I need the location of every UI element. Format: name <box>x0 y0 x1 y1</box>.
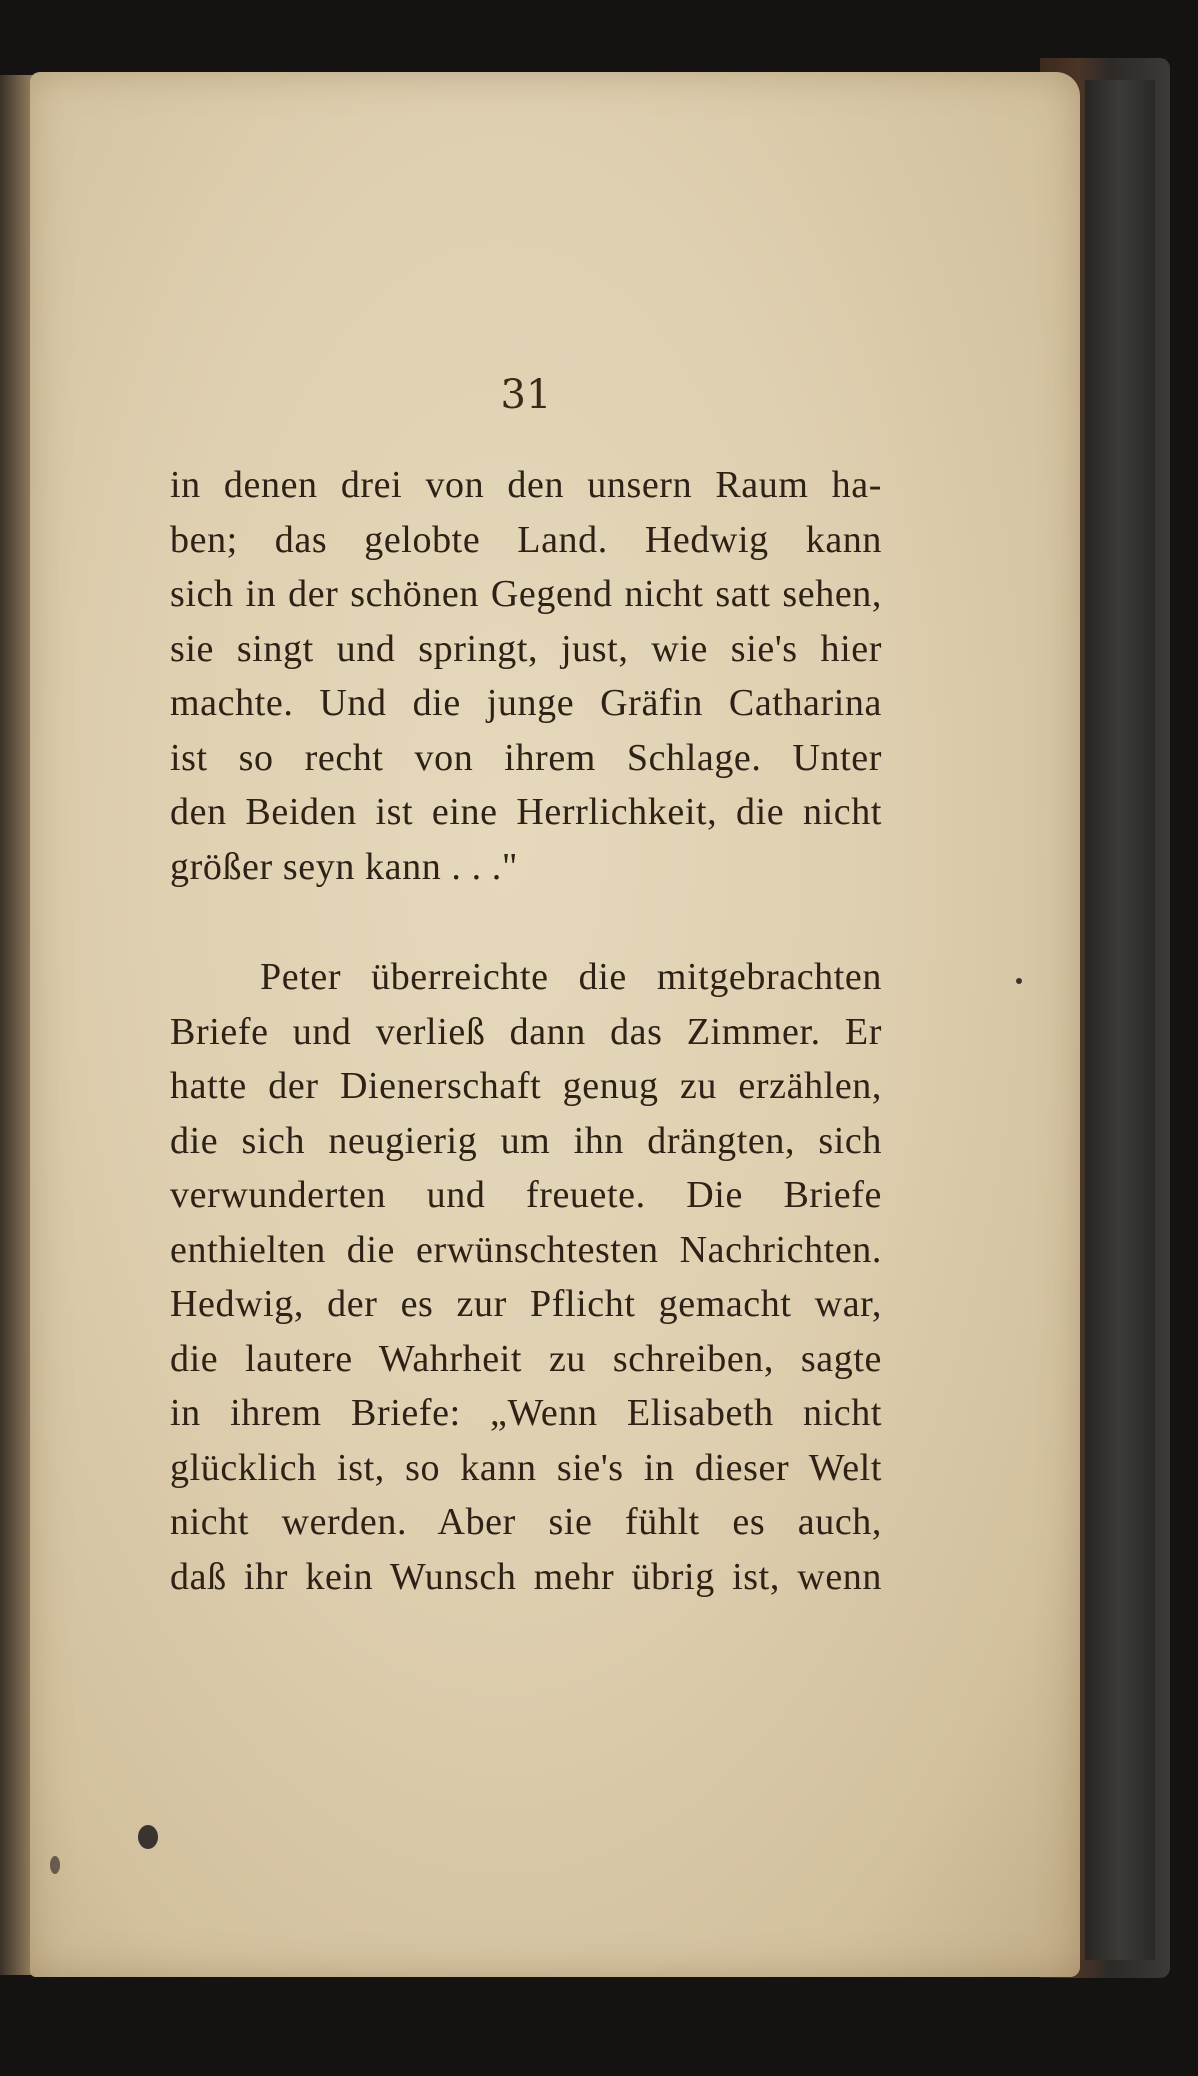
ink-stain <box>50 1856 60 1874</box>
paragraph-1 <box>170 458 882 894</box>
text-line: den Beiden ist eine Herrlichkeit, die nicht <box>170 791 882 833</box>
text-line: sie singt und springt, just, wie sie's hier <box>170 627 882 670</box>
paragraph-2 <box>170 950 882 1604</box>
text-line: Briefe und verließ dann das Zimmer. Er <box>170 1010 882 1053</box>
text-line: sich in der schönen Gegend nicht satt sehen, <box>170 573 882 615</box>
text-line: hatte der Dienerschaft genug zu erzählen, <box>170 1065 882 1107</box>
text-line: ist so recht von ihrem Schlage. Unter <box>170 736 882 779</box>
text-line: in denen drei von den unsern Raum ha- <box>170 464 882 506</box>
text-line: Hedwig, der es zur Pflicht gemacht war, <box>170 1283 882 1325</box>
page-number: 31 <box>500 372 552 418</box>
ink-stain <box>138 1825 158 1849</box>
text-line: die sich neugierig um ihn drängten, sich <box>170 1119 882 1162</box>
text-line: enthielten die erwünschtesten Nachrichten. <box>170 1228 882 1271</box>
book-spine-edge <box>1085 80 1155 1960</box>
text-line: daß ihr kein Wunsch mehr übrig ist, wenn <box>170 1555 882 1598</box>
text-line: Peter überreichte die mitgebrachten <box>260 956 882 998</box>
text-line: die lautere Wahrheit zu schreiben, sagte <box>170 1337 882 1380</box>
text-line: verwunderten und freuete. Die Briefe <box>170 1174 882 1216</box>
text-line: größer seyn kann . . ." <box>170 845 519 888</box>
ink-dot <box>1016 978 1022 984</box>
text-line: machte. Und die junge Gräfin Catharina <box>170 682 882 724</box>
text-line: ben; das gelobte Land. Hedwig kann <box>170 518 882 561</box>
text-line: nicht werden. Aber sie fühlt es auch, <box>170 1501 882 1543</box>
text-line: in ihrem Briefe: „Wenn Elisabeth nicht <box>170 1392 882 1434</box>
text-line: glücklich ist, so kann sie's in dieser Welt <box>170 1446 882 1489</box>
book-page <box>30 72 1080 1977</box>
